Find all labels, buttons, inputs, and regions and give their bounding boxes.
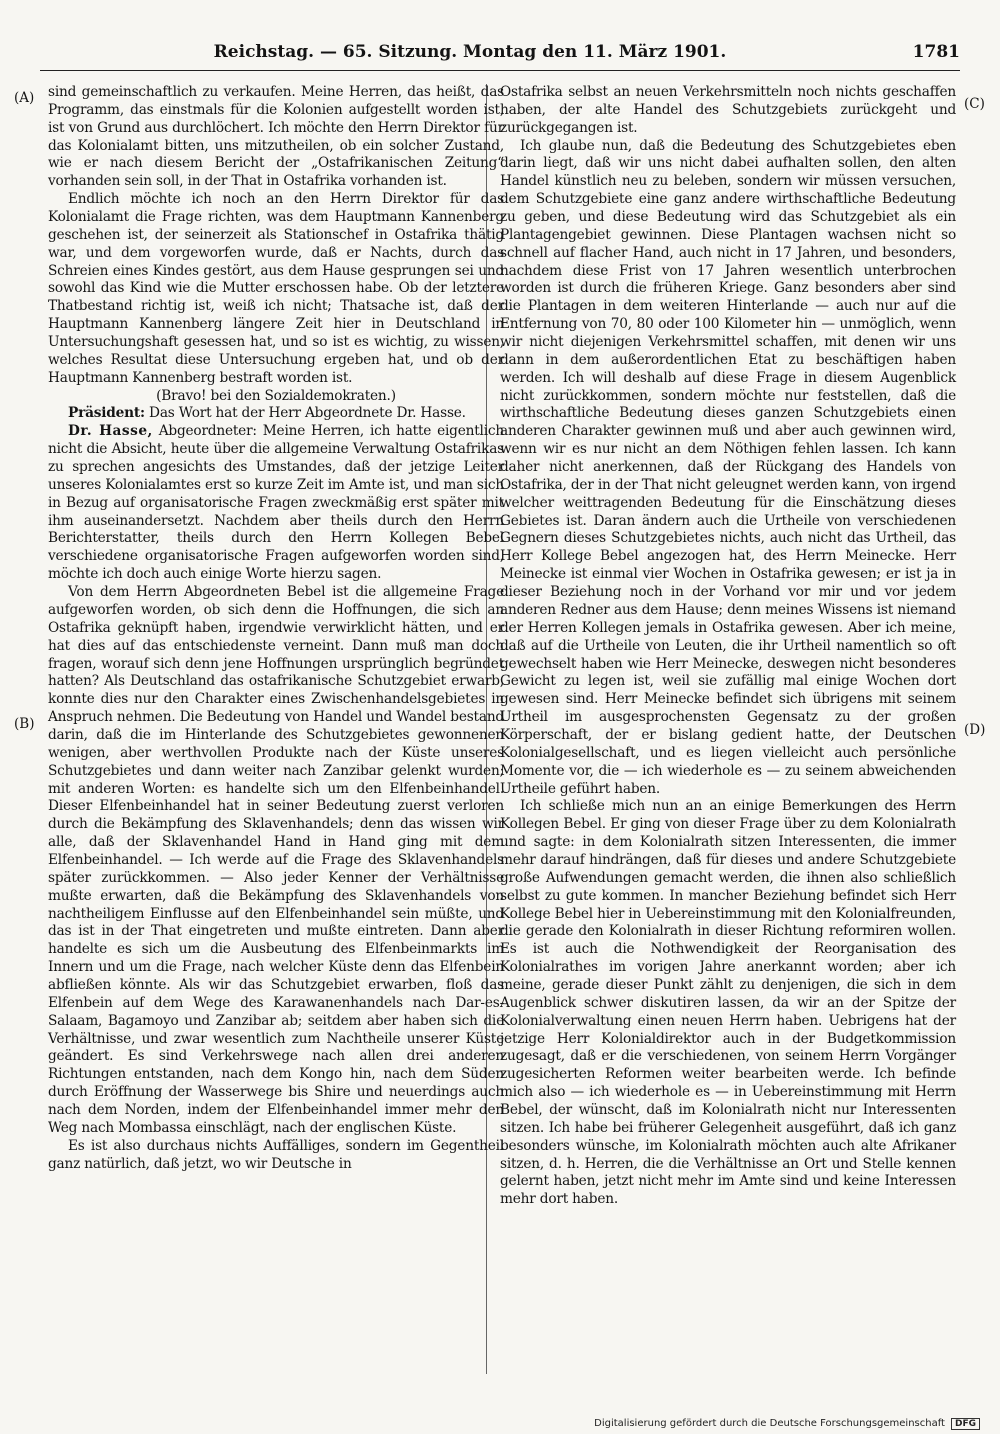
credit-text: Digitalisierung gefördert durch die Deutsche Forschungsgemeinschaft xyxy=(594,1418,945,1429)
digitization-credit xyxy=(594,1418,980,1430)
president-text: Das Wort hat der Herr Abgeordnete Dr. Hasse. xyxy=(149,405,466,422)
header-title: Reichstag. — 65. Sitzung. Montag den 11. März 1901. xyxy=(213,42,727,62)
paragraph: sind gemeinschaftlich zu verkaufen. Meine Herren, das heißt, das Programm, das einstmals für die Kolonien aufgestellt worden ist, ist von Grund aus durchlöchert. Ich möchte den Herrn Direktor für das Kolonialamt bitten, uns mitzutheilen, ob ein solcher Zustand, wie er nach diesem Bericht der „Ostafrikanischen Zeitung“ vorhanden sein soll, in der That in Ostafrika vorhanden ist. xyxy=(48,84,504,190)
page-number: 1781 xyxy=(912,42,960,62)
running-header xyxy=(40,42,960,64)
paragraph: Es ist also durchaus nichts Auffälliges, sondern im Gegentheil ganz natürlich, daß jetzt, wo wir Deutsche in xyxy=(48,1137,504,1172)
margin-marker-b: (B) xyxy=(14,716,35,732)
right-column xyxy=(500,84,956,1209)
speaker-label: Dr. Hasse, xyxy=(68,423,153,440)
paragraph: Endlich möchte ich noch an den Herrn Direktor für das Kolonialamt die Frage richten, was dem Hauptmann Kannenberg geschehen ist, der seinerzeit als Stationschef in Ostafrika thätig war, und dem vorgeworfen wurde, daß er Nachts, durch das Schreien eines Kindes gestört, aus dem Hause gesprungen sei und sowohl das Kind wie die Mutter erschossen habe. Ob der letztere Thatbestand richtig ist, weiß ich nicht; Thatsache ist, daß der Hauptmann Kannenberg längere Zeit hier in Deutschland in Untersuchungshaft gesessen hat, und so ist es wichtig, zu wissen, welches Resultat diese Untersuchung ergeben hat, und ob der Hauptmann Kannenberg bestraft worden ist. xyxy=(48,191,504,386)
applause-note: (Bravo! bei den Sozialdemokraten.) xyxy=(156,387,396,404)
president-label: Präsident: xyxy=(68,405,145,422)
left-column xyxy=(48,84,504,1173)
margin-marker-a: (A) xyxy=(14,90,35,106)
speaker-paragraph xyxy=(48,423,504,584)
margin-marker-d: (D) xyxy=(964,722,986,738)
paragraph: Ich glaube nun, daß die Bedeutung des Schutzgebietes eben darin liegt, daß wir uns nicht dabei aufhalten sollen, den alten Handel künstlich neu zu beleben, sondern wir müssen versuchen, dem Schutzgebiete eine ganz andere wirthschaftliche Bedeutung zu geben, und diese Bedeutung wird das Schutzgebiet als ein Plantagengebiet gewinnen. Diese Plantagen wachsen nicht so schnell auf flacher Hand, auch nicht in 17 Jahren, und besonders, nachdem diese Frist von 17 Jahren wesentlich unterbrochen worden ist durch die früheren Kriege. Ganz besonders aber sind die Plantagen in dem weiteren Hinterlande — auch nur auf die Entfernung von 70, 80 oder 100 Kilometer hin — unmöglich, wenn wir nicht diejenigen Verkehrsmittel schaffen, mit denen wir uns dann in dem außerordentlichen Etat zu beschäftigen haben werden. Ich will deshalb auf diese Frage in diesem Augenblick nicht zurückkommen, sondern möchte nur feststellen, daß die wirthschaftliche Bedeutung dieses ganzen Schutzgebiets einen anderen Charakter gewinnen muß und aber auch gewinnen wird, wenn wir es nur nicht an dem Nöthigen fehlen lassen. Ich kann daher nicht anerkennen, daß der Rückgang des Handels von Ostafrika, der in der That nicht geleugnet werden kann, von irgend welcher weittragenden Bedeutung für die Einschätzung dieses Gebietes ist. Daran ändern auch die Urtheile von verschiedenen Gegnern dieses Schutzgebietes nichts, auch nicht das Urtheil, das Herr Kollege Bebel angezogen hat, des Herrn Meinecke. Herr Meinecke ist einmal vier Wochen in Ostafrika gewesen; er ist ja in dieser Beziehung noch in der Vorhand vor mir und vor jedem anderen Redner aus dem Hause; denn meines Wissens ist niemand der Herren Kollegen jemals in Ostafrika gewesen. Aber ich meine, daß auf die Urtheile von Leuten, die ihr Urtheil namentlich so oft gewechselt haben wie Herr Meinecke, deswegen nicht besonderes Gewicht zu legen ist, weil sie zufällig mal einige Wochen dort gewesen sind. Herr Meinecke befindet sich übrigens mit seinem Urtheil im ausgesprochensten Gegensatz zu der großen Körperschaft, der er bislang gedient hatte, der Deutschen Kolonialgesellschaft, und es liegen vielleicht auch persönliche Momente vor, die — ich wiederhole es — zu seinem abweichenden Urtheile geführt haben. xyxy=(500,137,956,797)
paragraph: Ostafrika selbst an neuen Verkehrsmitteln noch nichts geschaffen haben, der alte Handel des Schutzgebiets zurückgeht und zurückgegangen ist. xyxy=(500,84,956,136)
paragraph: Von dem Herrn Abgeordneten Bebel ist die allgemeine Frage aufgeworfen worden, ob sich denn die Hoffnungen, die sich an Ostafrika geknüpft haben, irgendwie verwirklicht hätten, und er hat dies auf das entschiedenste verneint. Dann muß man doch fragen, worauf sich denn jene Hoffnungen ursprünglich begründet hatten? Als Deutschland das ostafrikanische Schutzgebiet erwarb, konnte dies nur den Charakter eines Zwischenhandelsgebietes in Anspruch nehmen. Die Bedeutung von Handel und Wandel bestand darin, daß die im Hinterlande des Schutzgebietes gewonnenen wenigen, aber werthvollen Produkte nach der Küste unseres Schutzgebietes und dann weiter nach Zanzibar gelenkt wurden; mit anderen Worten: es handelte sich um den Elfenbeinhandel. Dieser Elfenbeinhandel hat in seiner Bedeutung zuerst verloren durch die Bekämpfung des Sklavenhandels; denn das wissen wir alle, daß der Sklavenhandel Hand in Hand ging mit dem Elfenbeinhandel. — Ich werde auf die Frage des Sklavenhandels später zurückkommen. — Also jeder Kenner der Verhältnisse mußte erwarten, daß die Bekämpfung des Sklavenhandels von nachtheiligem Einflusse auf den Elfenbeinhandel sein müßte, und das ist in der That eingetreten und mußte eintreten. Dann aber handelte es sich um die Ausbeutung des Elfenbeinmarkts im Innern und um die Frage, nach welcher Küste denn das Elfenbein abfließen könnte. Als wir das Schutzgebiet erwarben, floß das Elfenbein auf dem Wege des Karawanenhandels nach Dar-es-Salaam, Bagamoyo und Zanzibar ab; seitdem aber haben sich die Verhältnisse, und zwar wesentlich zum Nachtheile unserer Küste geändert. Es sind Verkehrswege nach allen drei anderen Richtungen entstanden, nach dem Kongo hin, nach dem Süden durch Eröffnung der Wasserwege bis Shire und neuerdings auch nach dem Norden, indem der Elfenbeinhandel immer mehr den Weg nach Mombassa einschlägt, nach der englischen Küste. xyxy=(48,584,504,1136)
dfg-logo: DFG xyxy=(951,1418,980,1430)
margin-marker-c: (C) xyxy=(964,96,985,112)
speaker-text: Abgeordneter: Meine Herren, ich hatte eigentlich nicht die Absicht, heute über die allgemeine Verwaltung Ostafrikas zu sprechen angesichts des Umstandes, daß der jetzige Leiter unseres Kolonialamtes erst so kurze Zeit im Amte ist, und man sich in Bezug auf organisatorische Fragen zweckmäßig erst später mit ihm auseinandersetzt. Nachdem aber theils durch den Herrn Berichterstatter, theils durch den Herrn Kollegen Bebel verschiedene organisatorische Fragen aufgeworfen worden sind, möchte ich doch auch einige Worte hierzu sagen. xyxy=(48,423,504,583)
paragraph: Ich schließe mich nun an an einige Bemerkungen des Herrn Kollegen Bebel. Er ging von dieser Frage über zu dem Kolonialrath und sagte: in dem Kolonialrath sitzen Interessenten, die immer mehr darauf hindrängen, daß für dieses und andere Schutzgebiete große Aufwendungen gemacht werden, die ihnen also schließlich selbst zu gute kommen. In mancher Beziehung befindet sich Herr Kollege Bebel hier in Uebereinstimmung mit den Kolonialfreunden, die gerade den Kolonialrath in dieser Richtung reformiren wollen. Es ist auch die Nothwendigkeit der Reorganisation des Kolonialrathes im vorigen Jahre anerkannt worden; aber ich meine, gerade dieser Punkt zählt zu denjenigen, die sich in dem Augenblick schwer diskutiren lassen, da wir an der Spitze der Kolonialverwaltung einen neuen Herrn haben. Uebrigens hat der jetzige Herr Kolonialdirektor auch in der Budgetkommission zugesagt, daß er die verschiedenen, von seinem Herrn Vorgänger zugesicherten Reformen weiter bearbeiten werde. Ich befinde mich also — ich wiederhole es — in Uebereinstimmung mit Herrn Bebel, der wünscht, daß im Kolonialrath nicht nur Interessenten sitzen. Ich habe bei früherer Gelegenheit ausgeführt, daß ich ganz besonders wünsche, im Kolonialrath möchten auch alte Afrikaner sitzen, d. h. Herren, die die Verhältnisse an Ort und Stelle kennen gelernt haben, jetzt nicht mehr im Amte sind und keine Interessen mehr dort haben. xyxy=(500,798,956,1208)
header-rule xyxy=(40,70,960,71)
president-remark xyxy=(48,405,504,423)
